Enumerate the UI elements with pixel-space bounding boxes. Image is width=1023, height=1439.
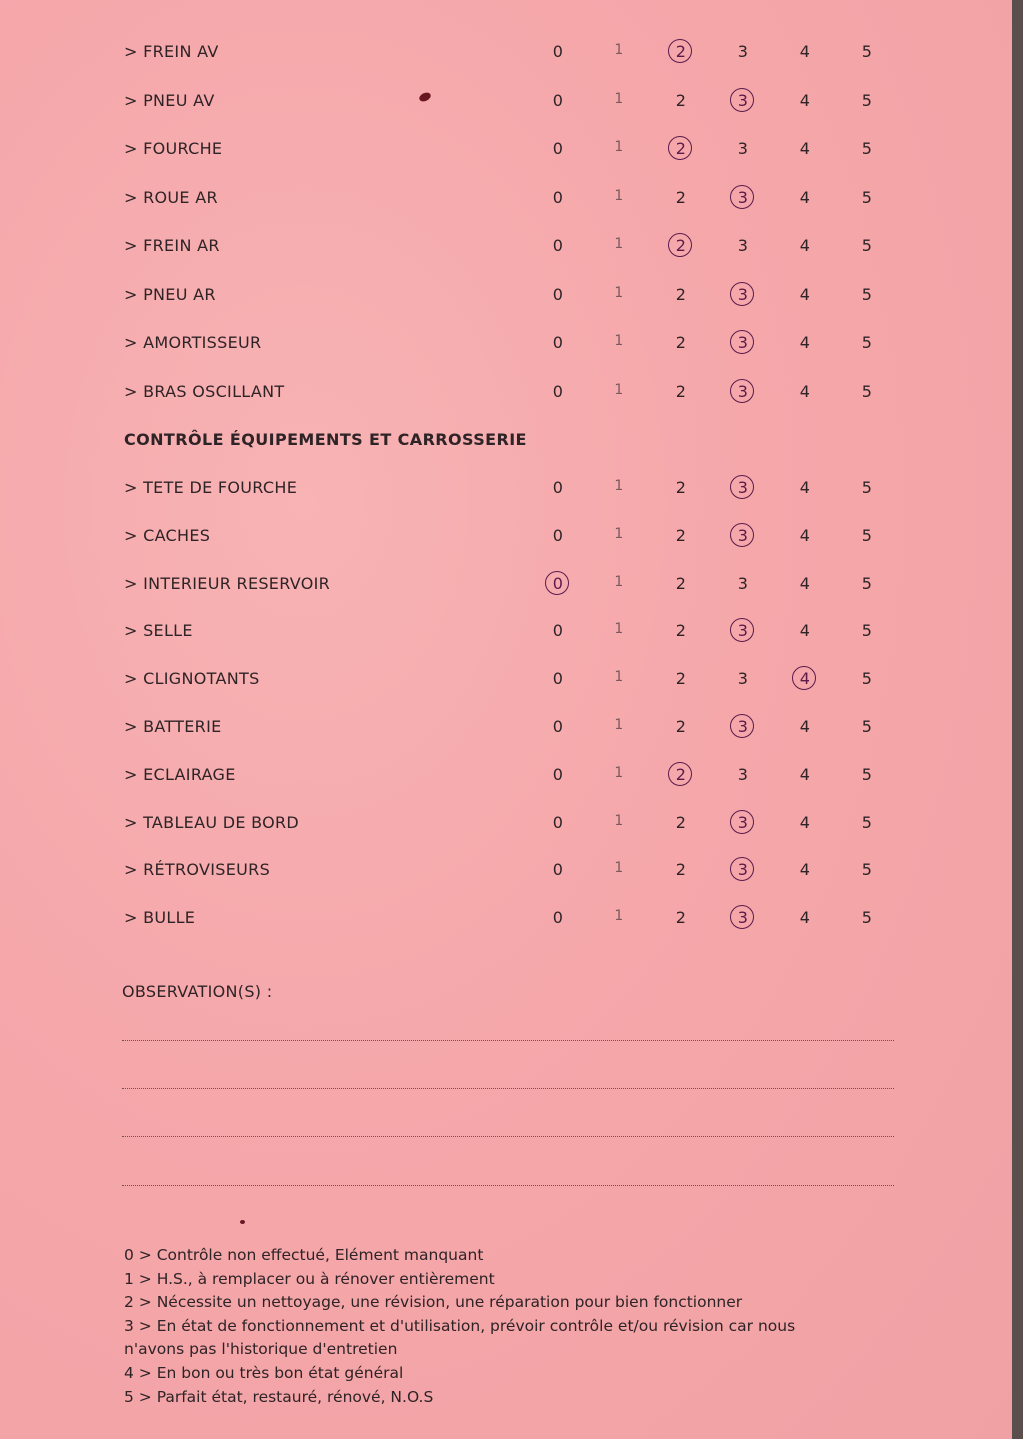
score-option[interactable]: 5 (861, 669, 873, 689)
score-option[interactable]: 2 (675, 669, 687, 689)
score-option[interactable]: 5 (861, 525, 873, 545)
score-selected[interactable]: 3 (731, 285, 755, 304)
score-option[interactable]: 0 (552, 236, 564, 255)
score-option[interactable]: 3 (737, 236, 749, 255)
score-option[interactable]: 0 (552, 908, 564, 928)
row-label: > AMORTISSEUR (124, 333, 262, 352)
score-option[interactable]: 2 (675, 90, 687, 110)
legend-line: 4 > En bon ou très bon état général (124, 1363, 404, 1382)
row-label: > RÉTROVISEURS (124, 860, 271, 880)
score-option[interactable]: 5 (861, 573, 873, 593)
rating-row (0, 285, 1012, 309)
score-option[interactable]: 1 (614, 139, 624, 155)
score-option[interactable]: 5 (861, 381, 873, 401)
score-option[interactable]: 1 (614, 333, 624, 349)
score-option[interactable]: 1 (614, 573, 624, 590)
score-option[interactable]: 5 (861, 717, 873, 736)
rating-row (0, 526, 1012, 550)
row-label: > INTERIEUR RESERVOIR (124, 573, 331, 593)
score-option[interactable]: 4 (799, 236, 811, 255)
score-option[interactable]: 1 (614, 764, 624, 781)
score-option[interactable]: 4 (799, 812, 811, 832)
score-selected[interactable]: 3 (731, 860, 755, 879)
score-option[interactable]: 0 (552, 860, 564, 880)
score-option[interactable]: 2 (675, 284, 687, 304)
score-selected[interactable]: 3 (731, 526, 755, 545)
score-selected[interactable]: 3 (731, 333, 755, 352)
score-option[interactable]: 2 (675, 717, 687, 736)
rating-row (0, 574, 1012, 598)
observation-line (122, 1185, 894, 1186)
score-option[interactable]: 0 (552, 333, 564, 352)
observation-line (122, 1088, 894, 1089)
row-label: > ROUE AR (124, 187, 218, 207)
score-option[interactable]: 1 (614, 860, 624, 877)
score-option[interactable]: 4 (799, 908, 811, 928)
score-option[interactable]: 0 (552, 187, 564, 207)
rating-row (0, 860, 1012, 884)
score-option[interactable]: 5 (861, 764, 873, 784)
row-label: > FOURCHE (124, 139, 223, 158)
score-option[interactable]: 2 (675, 187, 687, 207)
legend-line: 0 > Contrôle non effectué, Elément manquant (124, 1246, 484, 1264)
score-option[interactable]: 4 (799, 284, 811, 304)
rating-row (0, 91, 1012, 115)
row-label: > CACHES (124, 525, 211, 545)
row-label: > FREIN AR (124, 236, 220, 255)
score-option[interactable]: 0 (552, 284, 564, 304)
score-option[interactable]: 4 (799, 90, 811, 110)
score-option[interactable]: 1 (614, 284, 624, 301)
score-option[interactable]: 4 (799, 573, 811, 593)
score-selected[interactable]: 2 (669, 765, 693, 784)
score-option[interactable]: 0 (552, 764, 564, 784)
score-option[interactable]: 5 (861, 284, 873, 304)
rating-row (0, 813, 1012, 837)
score-option[interactable]: 0 (552, 621, 564, 641)
row-label: > BATTERIE (124, 717, 222, 736)
score-option[interactable]: 4 (799, 621, 811, 641)
score-option[interactable]: 5 (861, 478, 873, 497)
score-selected[interactable]: 3 (731, 478, 755, 497)
score-option[interactable]: 2 (675, 908, 687, 928)
score-option[interactable]: 5 (861, 621, 873, 641)
score-option[interactable]: 2 (675, 812, 687, 832)
observation-label: OBSERVATION(S) : (122, 982, 273, 1001)
legend-line: 2 > Nécessite un nettoyage, une révision, une réparation pour bien fonctionner (124, 1293, 743, 1312)
legend-line: 1 > H.S., à remplacer ou à rénover entièrement (124, 1269, 495, 1288)
rating-row (0, 42, 1012, 66)
score-option[interactable]: 4 (799, 860, 811, 880)
score-option[interactable]: 2 (675, 860, 687, 880)
score-option[interactable]: 1 (614, 187, 624, 204)
score-option[interactable]: 4 (799, 478, 811, 497)
score-selected[interactable]: 3 (731, 91, 755, 110)
row-label: > TABLEAU DE BORD (124, 812, 300, 832)
score-option[interactable]: 4 (799, 525, 811, 545)
score-option[interactable]: 5 (861, 187, 873, 207)
score-option[interactable]: 4 (799, 187, 811, 207)
score-option[interactable]: 5 (861, 908, 873, 928)
rating-row (0, 382, 1012, 406)
observation-line (122, 1040, 894, 1041)
legend-line: n'avons pas l'historique d'entretien (124, 1340, 398, 1359)
rating-row (0, 621, 1012, 645)
row-label: > PNEU AV (124, 90, 215, 110)
score-option[interactable]: 5 (861, 139, 873, 158)
score-option[interactable]: 1 (614, 812, 624, 829)
score-option[interactable]: 5 (861, 236, 873, 255)
score-option[interactable]: 3 (737, 573, 749, 593)
score-option[interactable]: 1 (614, 478, 624, 494)
observation-line (122, 1136, 894, 1137)
rating-row (0, 765, 1012, 789)
section-title: CONTRÔLE ÉQUIPEMENTS ET CARROSSERIE (124, 430, 527, 449)
score-option[interactable]: 1 (614, 669, 624, 686)
score-option[interactable]: 1 (614, 621, 624, 638)
score-selected[interactable]: 4 (793, 669, 817, 688)
score-option[interactable]: 2 (675, 333, 687, 352)
score-option[interactable]: 4 (799, 717, 811, 736)
score-selected[interactable]: 3 (731, 717, 755, 736)
score-option[interactable]: 1 (614, 908, 624, 925)
score-option[interactable]: 0 (552, 381, 564, 401)
row-label: > FREIN AV (124, 42, 219, 61)
legend (124, 1244, 904, 1409)
score-selected[interactable]: 3 (731, 813, 755, 832)
score-option[interactable]: 0 (552, 669, 564, 689)
score-option[interactable]: 4 (799, 42, 811, 61)
score-option[interactable]: 3 (737, 42, 749, 61)
rating-row (0, 717, 1012, 741)
score-selected[interactable]: 3 (731, 621, 755, 640)
score-selected[interactable]: 0 (546, 574, 570, 593)
score-option[interactable]: 1 (614, 42, 624, 58)
score-selected[interactable]: 3 (731, 188, 755, 207)
score-option[interactable]: 2 (675, 621, 687, 641)
score-option[interactable]: 2 (675, 573, 687, 593)
score-option[interactable]: 3 (737, 139, 749, 158)
row-label: > TETE DE FOURCHE (124, 478, 298, 497)
score-option[interactable]: 2 (675, 525, 687, 545)
score-option[interactable]: 2 (675, 478, 687, 497)
row-label: > SELLE (124, 621, 193, 641)
score-option[interactable]: 5 (861, 860, 873, 880)
score-option[interactable]: 5 (861, 42, 873, 61)
score-option[interactable]: 1 (614, 717, 624, 733)
score-option[interactable]: 4 (799, 333, 811, 352)
score-option[interactable]: 1 (614, 236, 624, 252)
rating-row (0, 669, 1012, 693)
rating-row (0, 188, 1012, 212)
score-option[interactable]: 0 (552, 90, 564, 110)
score-option[interactable]: 0 (552, 717, 564, 736)
score-option[interactable]: 0 (552, 139, 564, 158)
score-option[interactable]: 5 (861, 90, 873, 110)
score-option[interactable]: 3 (737, 669, 749, 689)
score-option[interactable]: 0 (552, 478, 564, 497)
legend-line: 3 > En état de fonctionnement et d'utilisation, prévoir contrôle et/ou révision car nous (124, 1316, 796, 1335)
rating-row (0, 236, 1012, 260)
score-selected[interactable]: 2 (669, 236, 693, 255)
row-label: > CLIGNOTANTS (124, 669, 260, 689)
ink-dot (240, 1220, 245, 1224)
score-option[interactable]: 0 (552, 42, 564, 61)
score-option[interactable]: 4 (799, 139, 811, 158)
score-option[interactable]: 1 (614, 525, 624, 542)
score-option[interactable]: 1 (614, 90, 624, 107)
score-option[interactable]: 1 (614, 381, 624, 398)
score-option[interactable]: 0 (552, 812, 564, 832)
score-selected[interactable]: 3 (731, 908, 755, 927)
score-option[interactable]: 2 (675, 381, 687, 401)
rating-row (0, 139, 1012, 163)
score-option[interactable]: 3 (737, 764, 749, 784)
rating-row (0, 478, 1012, 502)
score-option[interactable]: 5 (861, 812, 873, 832)
score-option[interactable]: 5 (861, 333, 873, 352)
score-selected[interactable]: 2 (669, 42, 693, 61)
score-option[interactable]: 4 (799, 381, 811, 401)
row-label: > BRAS OSCILLANT (124, 381, 285, 401)
score-option[interactable]: 0 (552, 525, 564, 545)
rating-row (0, 333, 1012, 357)
score-selected[interactable]: 3 (731, 382, 755, 401)
row-label: > ECLAIRAGE (124, 764, 236, 784)
rating-row (0, 908, 1012, 932)
row-label: > PNEU AR (124, 284, 216, 304)
legend-line: 5 > Parfait état, restauré, rénové, N.O.S (124, 1387, 434, 1406)
score-selected[interactable]: 2 (669, 139, 693, 158)
score-option[interactable]: 4 (799, 764, 811, 784)
row-label: > BULLE (124, 908, 196, 928)
